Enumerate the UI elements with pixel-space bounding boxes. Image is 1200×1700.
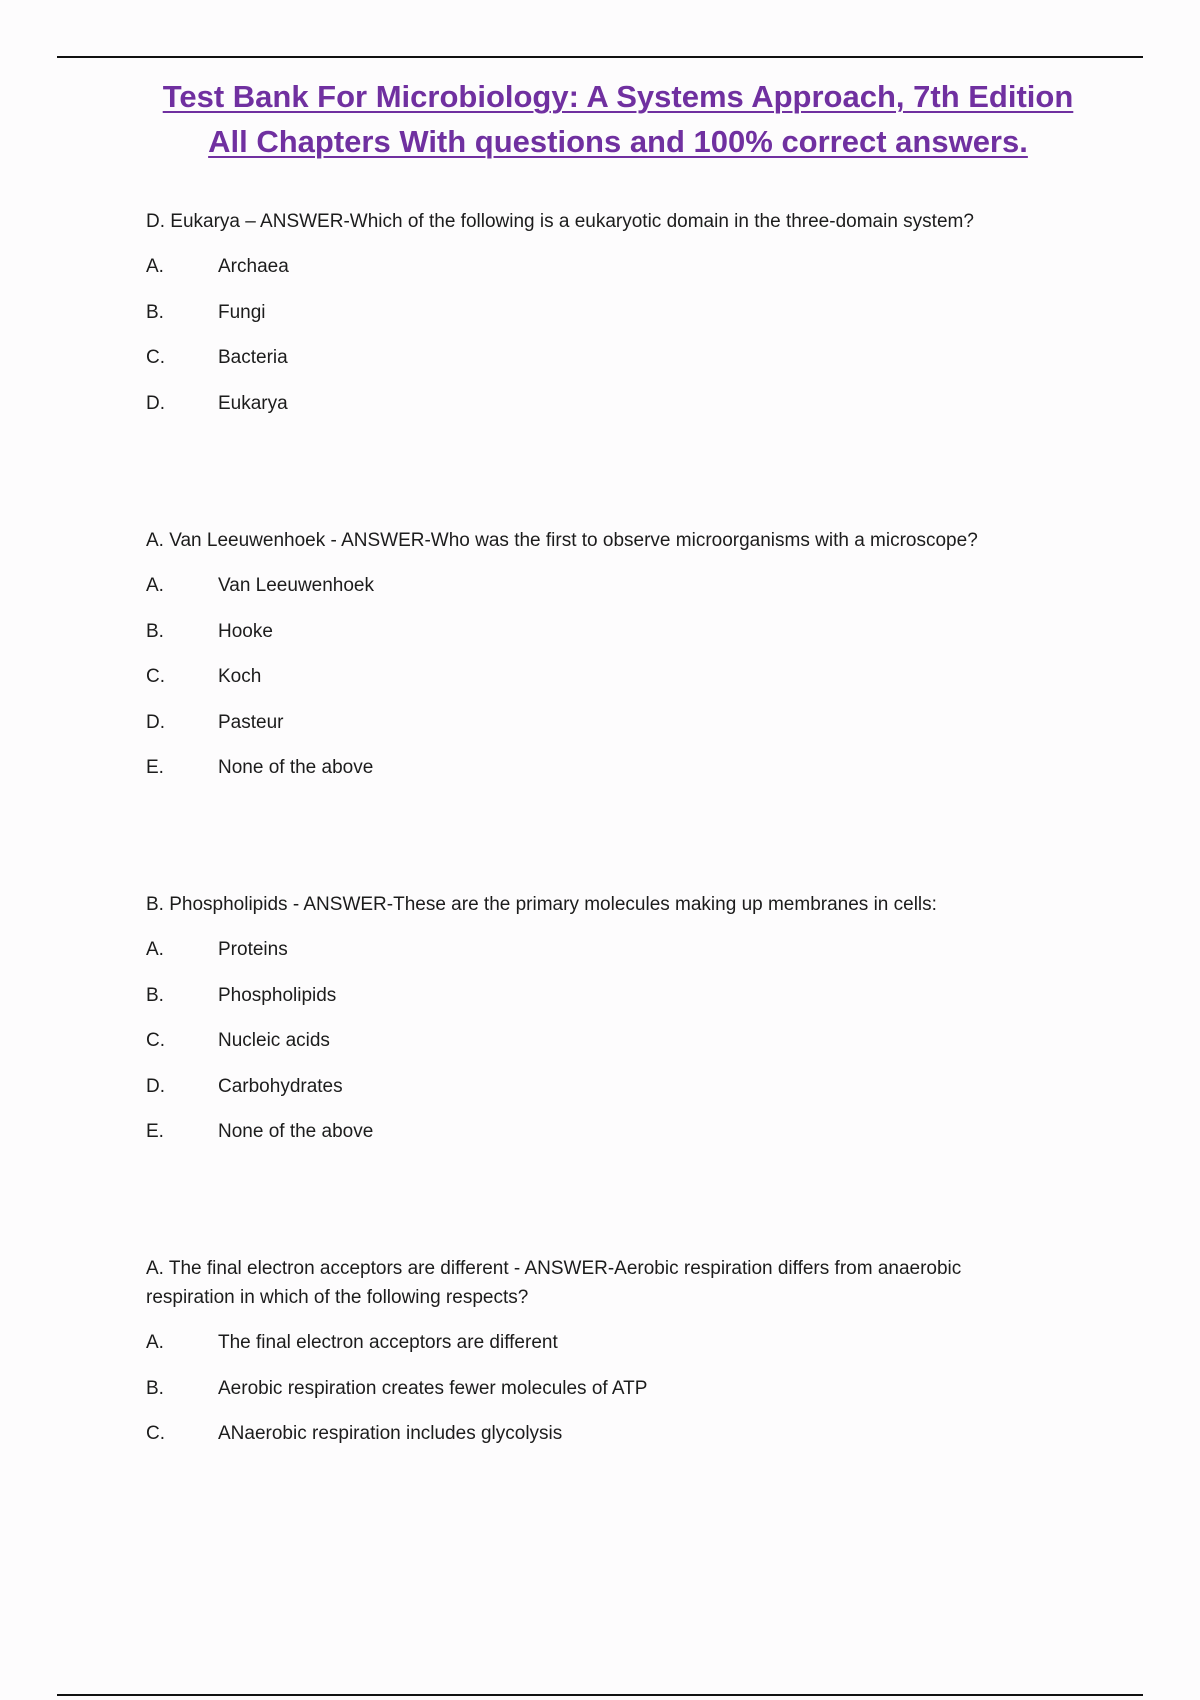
top-rule — [57, 56, 1143, 58]
option-letter: B. — [146, 301, 164, 323]
answer-option — [146, 601, 1046, 647]
option-letter: B. — [146, 1377, 164, 1399]
answer-option — [146, 1101, 1046, 1147]
question-block-4 — [146, 1254, 1046, 1449]
answer-option — [146, 327, 1046, 373]
option-text: Carbohydrates — [218, 1075, 343, 1097]
option-letter: A. — [146, 256, 164, 277]
answer-option — [146, 1010, 1046, 1056]
option-text: None of the above — [218, 757, 374, 778]
option-text: None of the above — [218, 1121, 374, 1142]
answer-option — [146, 1312, 1046, 1358]
option-text: Aerobic respiration creates fewer molecules of ATP — [218, 1377, 648, 1399]
question-text: B. Phospholipids - ANSWER-These are the primary molecules making up membranes in cells: — [146, 894, 937, 915]
answer-option — [146, 692, 1046, 738]
option-letter: E. — [146, 1121, 164, 1142]
option-text: ANaerobic respiration includes glycolysis — [218, 1423, 563, 1444]
option-letter: A. — [146, 939, 164, 960]
answer-option — [146, 1358, 1046, 1404]
option-letter: D. — [146, 392, 165, 414]
question-block-2 — [146, 526, 1046, 783]
option-text: Eukarya — [218, 392, 288, 414]
option-text: Fungi — [218, 301, 266, 323]
option-text: Nucleic acids — [218, 1030, 330, 1051]
option-letter: D. — [146, 1075, 165, 1097]
option-text: Hooke — [218, 620, 273, 642]
option-letter: C. — [146, 1030, 165, 1051]
option-text: Bacteria — [218, 347, 288, 368]
option-letter: D. — [146, 711, 165, 733]
option-text: Pasteur — [218, 711, 284, 733]
answer-option — [146, 965, 1046, 1011]
option-letter: C. — [146, 347, 165, 368]
option-letter: A. — [146, 1332, 164, 1353]
answer-option — [146, 919, 1046, 965]
answer-option — [146, 236, 1046, 282]
answer-option — [146, 373, 1046, 419]
option-letter: A. — [146, 575, 164, 596]
answer-option — [146, 1403, 1046, 1449]
answer-option — [146, 1056, 1046, 1102]
question-text: A. The final electron acceptors are different - ANSWER-Aerobic respiration differs from anaerobic respiration in which of the following respects? — [146, 1258, 962, 1308]
title-line-1: Test Bank For Microbiology: A Systems Approach, 7th Edition — [162, 79, 1074, 114]
question-block-3 — [146, 890, 1046, 1147]
option-text: Archaea — [218, 256, 289, 277]
answer-option — [146, 737, 1046, 783]
option-text: Koch — [218, 666, 262, 687]
answer-option — [146, 646, 1046, 692]
title-line-2: All Chapters With questions and 100% correct answers. — [208, 124, 1028, 159]
option-text: Van Leeuwenhoek — [218, 575, 374, 596]
option-text: Phospholipids — [218, 984, 337, 1006]
option-letter: B. — [146, 620, 164, 642]
bottom-rule — [57, 1694, 1143, 1696]
option-letter: C. — [146, 1423, 165, 1444]
option-text: The final electron acceptors are different — [218, 1332, 558, 1353]
option-text: Proteins — [218, 939, 288, 960]
option-letter: C. — [146, 666, 165, 687]
answer-option — [146, 282, 1046, 328]
page-title — [0, 74, 1200, 164]
option-letter: E. — [146, 757, 164, 778]
question-text: A. Van Leeuwenhoek - ANSWER-Who was the first to observe microorganisms with a microscope? — [146, 530, 978, 551]
question-block-1 — [146, 207, 1046, 418]
answer-option — [146, 555, 1046, 601]
option-letter: B. — [146, 984, 164, 1006]
question-text: D. Eukarya – ANSWER-Which of the following is a eukaryotic domain in the three-domain system? — [146, 211, 974, 232]
